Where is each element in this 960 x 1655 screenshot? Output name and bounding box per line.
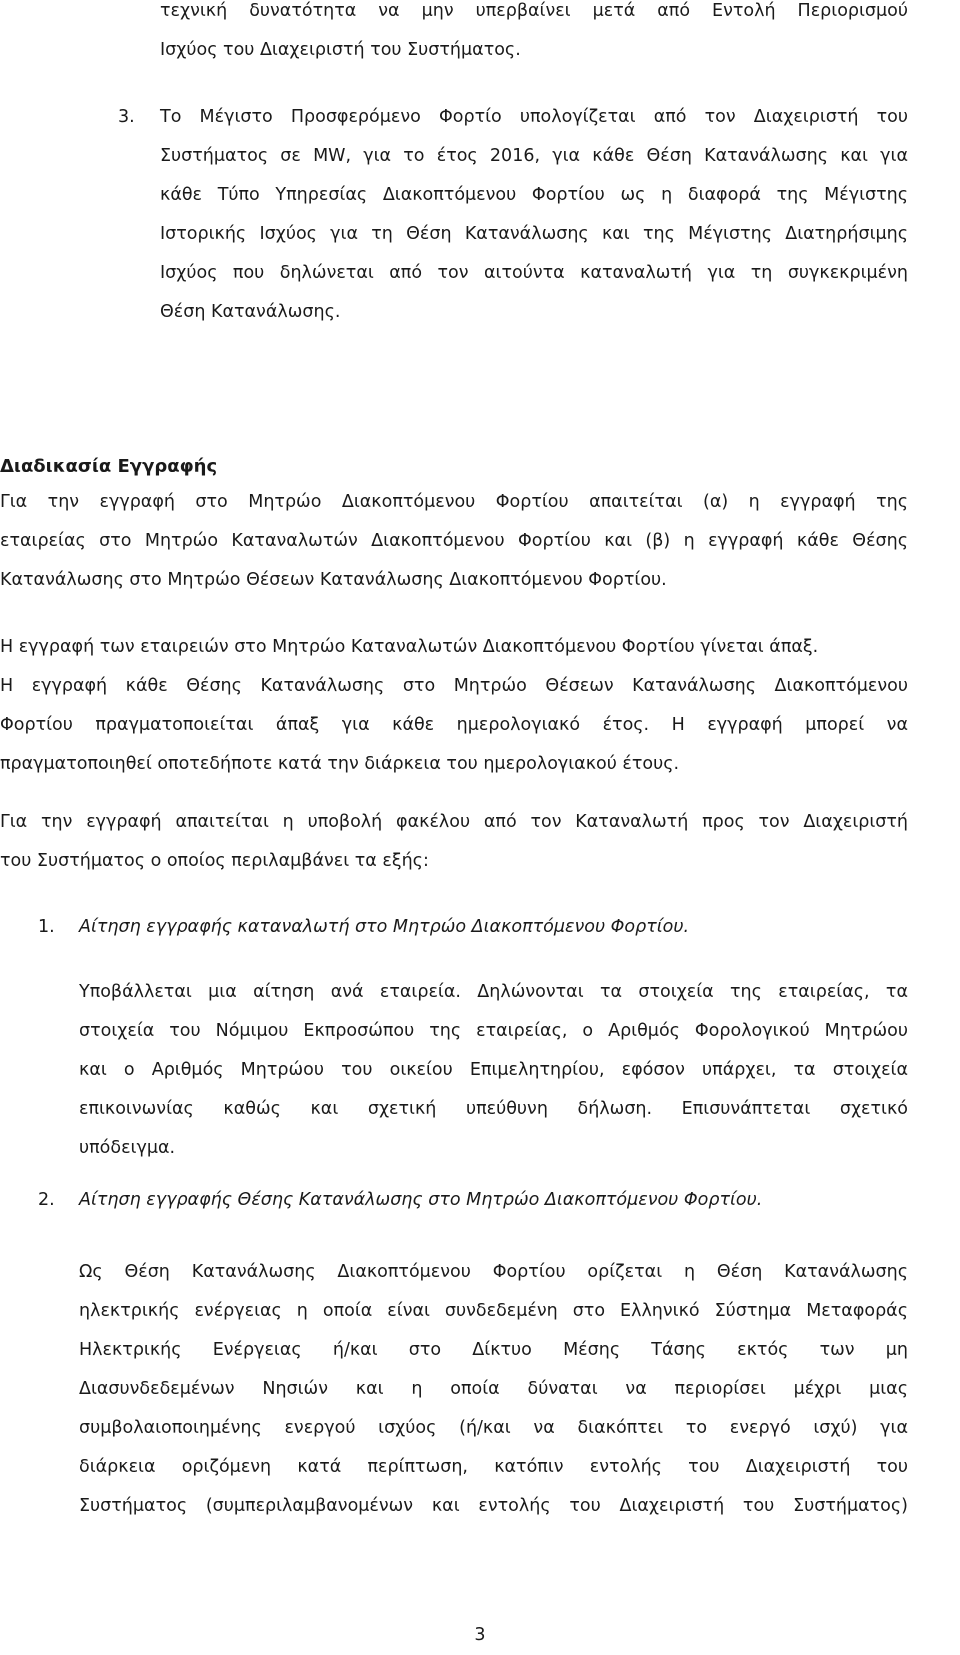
text-line: Φορτίου πραγματοποιείται άπαξ για κάθε ημερολογιακό έτος. Η εγγραφή μπορεί να bbox=[0, 715, 908, 735]
text-line: Συστήματος (συμπεριλαμβανομένων και εντολής του Διαχειριστή του Συστήματος) bbox=[79, 1496, 908, 1516]
list-number: 2. bbox=[38, 1190, 55, 1210]
list-number: 1. bbox=[38, 917, 55, 937]
text-line: Ιστορικής Ισχύος για τη Θέση Κατανάλωσης και της Μέγιστης Διατηρήσιμης bbox=[160, 224, 908, 244]
page-number: 3 bbox=[474, 1625, 486, 1645]
list-item-2-text bbox=[79, 1253, 908, 1526]
text-line: Για την εγγραφή απαιτείται η υποβολή φακέλου από τον Καταναλωτή προς τον Διαχειριστή bbox=[0, 812, 908, 832]
text-line: Η εγγραφή των εταιρειών στο Μητρώο Καταναλωτών Διακοπτόμενου Φορτίου γίνεται άπαξ. bbox=[0, 637, 819, 657]
text-line: Διασυνδεδεμένων Νησιών και η οποία δύναται να περιορίσει μέχρι μιας bbox=[79, 1379, 908, 1399]
list-number: 3. bbox=[118, 107, 135, 127]
text-line: Συστήματος σε MW, για το έτος 2016, για κάθε Θέση Κατανάλωσης και για bbox=[160, 146, 908, 166]
paragraph-registration-frequency bbox=[0, 628, 908, 784]
text-line: Ισχύος του Διαχειριστή του Συστήματος. bbox=[160, 40, 521, 60]
list-item-1-text bbox=[79, 973, 908, 1168]
text-line: Κατανάλωσης στο Μητρώο Θέσεων Κατανάλωσης Διακοπτόμενου Φορτίου. bbox=[0, 570, 667, 590]
paragraph-submission bbox=[0, 803, 908, 881]
list-item-3-text bbox=[160, 98, 908, 332]
text-line: Υποβάλλεται μια αίτηση ανά εταιρεία. Δηλώνονται τα στοιχεία της εταιρείας, τα bbox=[79, 982, 908, 1002]
text-line: του Συστήματος ο οποίος περιλαμβάνει τα εξής: bbox=[0, 851, 429, 871]
text-line: τεχνική δυνατότητα να μην υπερβαίνει μετά από Εντολή Περιορισμού bbox=[160, 1, 908, 21]
text-line: Το Μέγιστο Προσφερόμενο Φορτίο υπολογίζεται από τον Διαχειριστή του bbox=[160, 107, 908, 127]
text-line: επικοινωνίας καθώς και σχετική υπεύθυνη δήλωση. Επισυνάπτεται σχετικό bbox=[79, 1099, 908, 1119]
section-heading: Διαδικασία Εγγραφής bbox=[0, 456, 218, 477]
text-line: στοιχεία του Νόμιμου Εκπροσώπου της εταιρείας, ο Αριθμός Φορολογικού Μητρώου bbox=[79, 1021, 908, 1041]
text-line: Για την εγγραφή στο Μητρώο Διακοπτόμενου Φορτίου απαιτείται (α) η εγγραφή της bbox=[0, 492, 908, 512]
text-line: εταιρείας στο Μητρώο Καταναλωτών Διακοπτόμενου Φορτίου και (β) η εγγραφή κάθε Θέσης bbox=[0, 531, 908, 551]
text-line: συμβολαιοποιημένης ενεργού ισχύος (ή/και να διακόπτει το ενεργό ισχύ) για bbox=[79, 1418, 908, 1438]
text-line: ηλεκτρικής ενέργειας η οποία είναι συνδεδεμένη στο Ελληνικό Σύστημα Μεταφοράς bbox=[79, 1301, 908, 1321]
text-line: Ισχύος που δηλώνεται από τον αιτούντα καταναλωτή για τη συγκεκριμένη bbox=[160, 263, 908, 283]
text-line: κάθε Τύπο Υπηρεσίας Διακοπτόμενου Φορτίου ως η διαφορά της Μέγιστης bbox=[160, 185, 908, 205]
list-item-1-title: Αίτηση εγγραφής καταναλωτή στο Μητρώο Διακοπτόμενου Φορτίου. bbox=[79, 917, 690, 937]
text-line: Ηλεκτρικής Ενέργειας ή/και στο Δίκτυο Μέσης Τάσης εκτός των μη bbox=[79, 1340, 908, 1360]
text-line: Η εγγραφή κάθε Θέσης Κατανάλωσης στο Μητρώο Θέσεων Κατανάλωσης Διακοπτόμενου bbox=[0, 676, 908, 696]
list-item-2-title: Αίτηση εγγραφής Θέσης Κατανάλωσης στο Μητρώο Διακοπτόμενου Φορτίου. bbox=[79, 1190, 763, 1210]
text-line: και ο Αριθμός Μητρώου του οικείου Επιμελητηρίου, εφόσον υπάρχει, τα στοιχεία bbox=[79, 1060, 908, 1080]
text-line: πραγματοποιηθεί οποτεδήποτε κατά την διάρκεια του ημερολογιακού έτους. bbox=[0, 754, 680, 774]
paragraph-registration-requirements bbox=[0, 483, 908, 600]
text-line: Θέση Κατανάλωσης. bbox=[160, 302, 341, 322]
text-line: διάρκεια οριζόμενη κατά περίπτωση, κατόπιν εντολής του Διαχειριστή του bbox=[79, 1457, 908, 1477]
text-line: Ως Θέση Κατανάλωσης Διακοπτόμενου Φορτίου ορίζεται η Θέση Κατανάλωσης bbox=[79, 1262, 908, 1282]
continued-text bbox=[160, 0, 908, 70]
text-line: υπόδειγμα. bbox=[79, 1138, 176, 1158]
